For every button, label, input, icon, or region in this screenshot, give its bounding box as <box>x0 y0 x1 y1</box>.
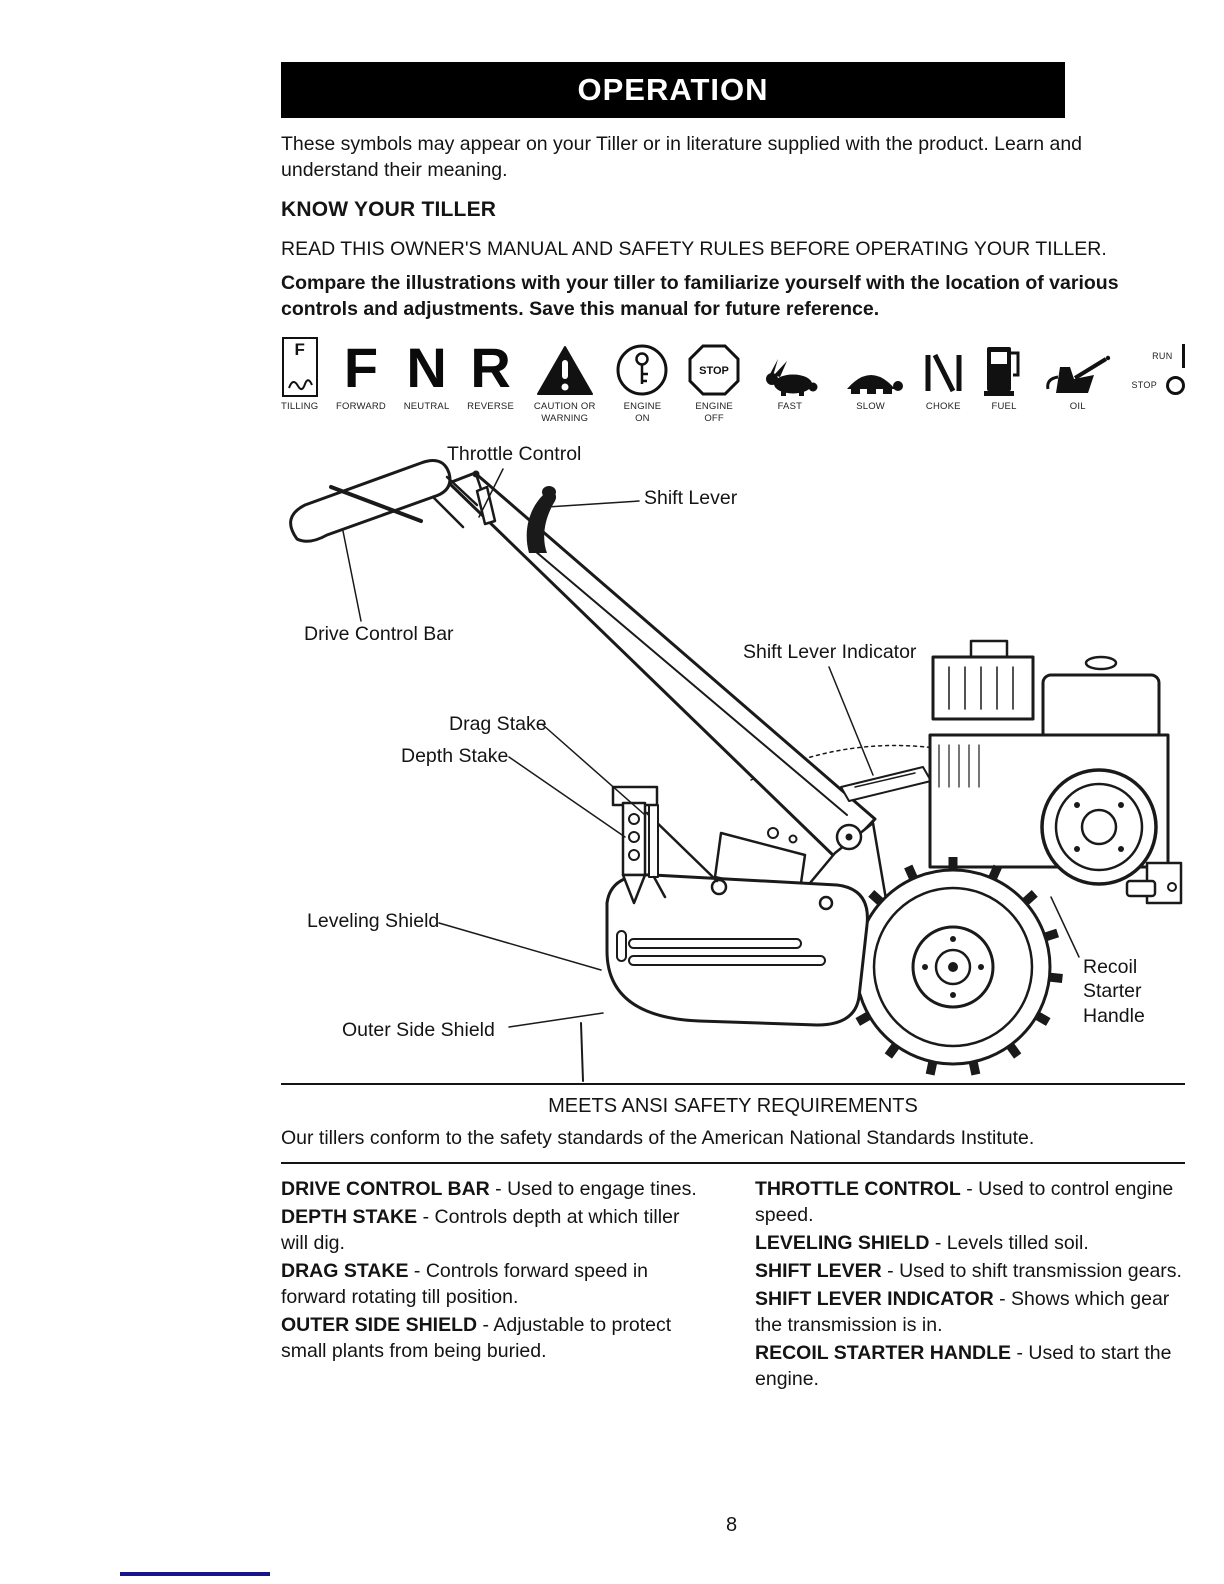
symbol-fuel <box>984 333 1024 413</box>
rabbit-icon <box>759 355 821 397</box>
turtle-icon <box>839 359 903 397</box>
definition-entry: RECOIL STARTER HANDLE - Used to start the engine. <box>755 1342 1172 1391</box>
label-depth-stake: Depth Stake <box>401 744 509 767</box>
warning-triangle-icon <box>536 345 594 397</box>
symbol-label: NEUTRAL <box>403 400 450 412</box>
run-label: RUN <box>1152 350 1173 361</box>
stop-sign-icon <box>687 343 741 397</box>
definition-entry: SHIFT LEVER INDICATOR - Shows which gear the transmission is in. <box>755 1288 1170 1337</box>
symbol-neutral <box>404 333 450 413</box>
run-bar-icon <box>1182 344 1186 368</box>
divider <box>281 1162 1185 1164</box>
symbol-label: ENGINE ON <box>623 400 662 424</box>
label-shift-lever-indicator: Shift Lever Indicator <box>743 640 917 663</box>
symbol-fast <box>759 333 821 413</box>
stop-circle-icon <box>1166 376 1185 395</box>
tilling-icon: F <box>282 337 318 397</box>
symbol-reverse <box>467 333 514 413</box>
symbol-label: FUEL <box>991 400 1017 412</box>
symbol-forward <box>336 333 386 413</box>
symbol-label: ENGINE OFF <box>695 400 733 424</box>
symbol-run-stop <box>1131 333 1185 401</box>
definition-entry: OUTER SIDE SHIELD - Adjustable to protect small plants from being buried. <box>281 1314 672 1363</box>
symbol-legend-row <box>281 333 1185 425</box>
know-your-tiller-heading: KNOW YOUR TILLER <box>281 197 497 221</box>
symbol-engine-off <box>687 333 741 425</box>
symbol-label: CHOKE <box>925 400 961 412</box>
symbol-label: TILLING <box>281 400 319 412</box>
engine-on-key-icon <box>615 343 669 397</box>
label-drag-stake: Drag Stake <box>449 712 547 735</box>
section-title: OPERATION <box>577 72 769 107</box>
ansi-title: MEETS ANSI SAFETY REQUIREMENTS <box>548 1094 918 1117</box>
definitions-section <box>281 1176 1185 1395</box>
definition-entry: THROTTLE CONTROL - Used to control engine speed. <box>755 1177 1174 1226</box>
letter-r-icon: R <box>470 335 511 399</box>
page-content <box>281 62 1185 1395</box>
page-number: 8 <box>726 1514 738 1536</box>
symbol-slow <box>839 333 903 413</box>
symbol-label: CAUTION OR WARNING <box>533 400 596 424</box>
definition-entry: DRAG STAKE - Controls forward speed in forward rotating till position. <box>281 1259 649 1309</box>
compare-illustrations-text: Compare the illustrations with your tiller to familiarize yourself with the location of various controls and adjustments. Save this manual for future reference. <box>281 272 1119 321</box>
ansi-section <box>281 1083 1185 1164</box>
footer-accent-line <box>120 1572 270 1576</box>
tiller-diagram <box>281 435 1185 1083</box>
symbol-engine-on <box>615 333 669 425</box>
symbol-caution <box>532 333 598 425</box>
label-outer-side-shield: Outer Side Shield <box>342 1018 495 1041</box>
definition-entry: DEPTH STAKE - Controls depth at which tiller will dig. <box>281 1205 680 1254</box>
oil-can-icon <box>1042 349 1114 397</box>
svg-text:STOP: STOP <box>699 364 730 377</box>
symbol-label: REVERSE <box>467 400 514 412</box>
label-shift-lever: Shift Lever <box>644 486 738 509</box>
fuel-pump-icon <box>984 341 1024 397</box>
label-throttle-control: Throttle Control <box>447 442 582 465</box>
label-recoil-starter-handle: Recoil Starter Handle <box>1083 955 1145 1028</box>
ansi-text: Our tillers conform to the safety standards of the American National Standards Institute. <box>281 1126 1035 1149</box>
read-manual-text: READ THIS OWNER'S MANUAL AND SAFETY RULES BEFORE OPERATING YOUR TILLER. <box>281 237 1107 260</box>
symbol-label: OIL <box>1069 400 1086 412</box>
letter-n-icon: N <box>406 335 447 399</box>
stop-label: STOP <box>1131 380 1157 391</box>
definition-entry: SHIFT LEVER - Used to shift transmission gears. <box>755 1259 1182 1282</box>
symbol-label: FORWARD <box>336 400 386 412</box>
definition-entry: LEVELING SHIELD - Levels tilled soil. <box>755 1231 1089 1254</box>
symbol-oil <box>1042 333 1114 413</box>
definitions-left-column <box>281 1176 711 1395</box>
symbol-label: FAST <box>777 400 803 412</box>
choke-icon <box>920 349 966 397</box>
symbol-tilling <box>281 333 318 413</box>
definitions-right-column <box>755 1176 1185 1395</box>
tines-glyph <box>287 373 313 393</box>
symbol-label: SLOW <box>856 400 885 412</box>
run-stop-icon <box>1131 344 1185 397</box>
label-leveling-shield: Leveling Shield <box>307 909 440 932</box>
label-drive-control-bar: Drive Control Bar <box>304 622 454 645</box>
definition-entry: DRIVE CONTROL BAR - Used to engage tines. <box>281 1177 697 1200</box>
letter-f-icon: F <box>343 335 379 399</box>
intro-text: These symbols may appear on your Tiller or in literature supplied with the product. Learn and understand their meaning. <box>281 133 1083 181</box>
symbol-choke <box>920 333 966 413</box>
section-header-bar <box>281 62 1065 118</box>
